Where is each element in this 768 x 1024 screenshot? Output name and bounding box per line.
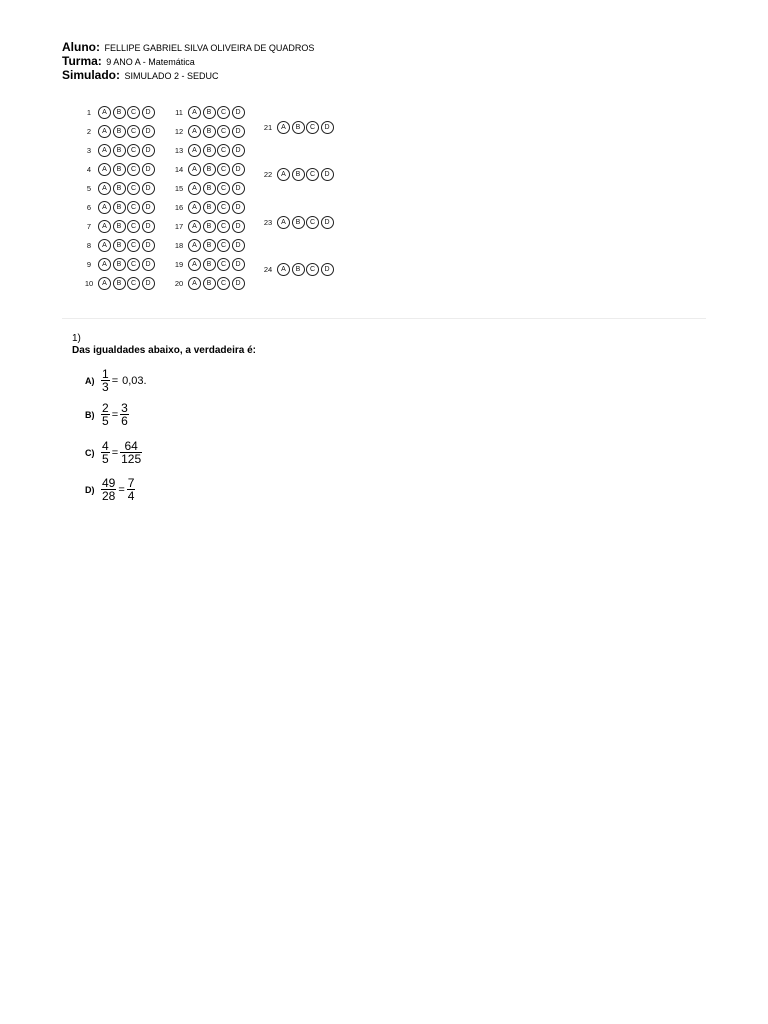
answer-bubble-d[interactable]: D [321,216,334,229]
answer-row [80,199,156,215]
answer-bubble-c[interactable]: C [127,220,140,233]
answer-bubble-d[interactable]: D [232,163,245,176]
answer-bubble-d[interactable]: D [232,201,245,214]
fraction [101,368,110,393]
denominator: 5 [102,414,109,428]
answer-bubble-c[interactable]: C [127,277,140,290]
answer-row [170,256,246,272]
question-1 [72,333,256,357]
answer-bubble-a[interactable]: A [98,163,111,176]
answer-bubble-a[interactable]: A [188,125,201,138]
answer-bubble-a[interactable]: A [188,258,201,271]
question-number: 24 [263,264,273,274]
answer-bubble-d[interactable]: D [232,125,245,138]
answer-bubble-d[interactable]: D [142,220,155,233]
answer-bubble-b[interactable]: B [203,106,216,119]
answer-bubble-c[interactable]: C [306,121,319,134]
answer-bubble-a[interactable]: A [98,106,111,119]
equals-sign: = [111,374,119,387]
fraction [101,402,110,427]
question-number: 18 [174,240,184,250]
answer-bubble-a[interactable]: A [98,144,111,157]
question-number: 5 [86,183,92,193]
answer-bubble-c[interactable]: C [127,125,140,138]
answer-bubble-b[interactable]: B [292,216,305,229]
fraction [120,402,129,427]
answer-bubble-d[interactable]: D [232,258,245,271]
question-number: 3 [86,145,92,155]
answer-row [259,166,335,182]
answer-bubble-b[interactable]: B [203,201,216,214]
numerator: 2 [102,401,109,415]
answer-bubble-d[interactable]: D [232,239,245,252]
answer-bubble-c[interactable]: C [217,163,230,176]
answer-row [80,161,156,177]
option-b[interactable] [85,402,129,427]
answer-bubble-b[interactable]: B [203,277,216,290]
denominator: 4 [127,489,135,503]
answer-row [259,261,335,277]
answer-bubble-a[interactable]: A [98,277,111,290]
question-number: 10 [84,278,94,288]
answer-bubble-c[interactable]: C [127,201,140,214]
answer-bubble-c[interactable]: C [127,163,140,176]
answer-bubble-b[interactable]: B [113,258,126,271]
answer-row [170,142,246,158]
answer-bubble-a[interactable]: A [277,168,290,181]
numerator: 3 [121,401,128,415]
equals-sign: = [118,483,125,496]
turma-row [62,54,314,68]
question-number: 8 [86,240,92,250]
answer-bubble-a[interactable]: A [188,220,201,233]
question-number: 1) [72,333,81,344]
answer-bubble-a[interactable]: A [188,106,201,119]
answer-bubble-c[interactable]: C [127,144,140,157]
answer-row [80,123,156,139]
answer-row [170,275,246,291]
answer-bubble-a[interactable]: A [188,144,201,157]
simulado-label: Simulado: [62,68,121,82]
numerator: 49 [102,476,116,490]
numerator: 4 [102,439,109,453]
answer-row [259,214,335,230]
answer-bubble-a[interactable]: A [98,239,111,252]
answer-bubble-b[interactable]: B [203,258,216,271]
answer-bubble-b[interactable]: B [203,144,216,157]
fraction [127,477,136,502]
answer-bubble-b[interactable]: B [113,201,126,214]
answer-row [170,123,246,139]
fraction [101,477,116,502]
answer-bubble-b[interactable]: B [113,163,126,176]
answer-bubble-a[interactable]: A [277,121,290,134]
denominator: 6 [121,414,128,428]
answer-bubble-a[interactable]: A [188,182,201,195]
answer-row [80,180,156,196]
option-c[interactable] [85,440,142,465]
answer-row [80,104,156,120]
question-number: 12 [174,126,184,136]
fraction [101,440,110,465]
question-number: 1 [86,107,92,117]
answer-bubble-a[interactable]: A [98,182,111,195]
answer-bubble-a[interactable]: A [188,239,201,252]
aluno-label: Aluno: [62,40,100,54]
question-number: 21 [263,122,273,132]
answer-bubble-d[interactable]: D [142,163,155,176]
answer-row [80,275,156,291]
answer-bubble-d[interactable]: D [142,106,155,119]
answer-bubble-c[interactable]: C [306,168,319,181]
decimal-value: 0,03. [122,374,147,387]
turma-value: 9 ANO A - Matemática [106,57,195,67]
question-number: 14 [174,164,184,174]
answer-bubble-a[interactable]: A [188,163,201,176]
answer-bubble-d[interactable]: D [321,263,334,276]
numerator: 1 [102,367,109,381]
fraction [120,440,142,465]
answer-bubble-d[interactable]: D [142,125,155,138]
answer-bubble-c[interactable]: C [127,258,140,271]
option-label: A) [85,375,95,386]
question-number: 7 [86,221,92,231]
simulado-row [62,68,314,82]
question-number: 9 [86,259,92,269]
answer-bubble-a[interactable]: A [98,125,111,138]
answer-bubble-c[interactable]: C [217,239,230,252]
question-number: 22 [263,169,273,179]
option-a[interactable] [85,368,149,393]
denominator: 125 [121,452,142,466]
answer-bubble-b[interactable]: B [203,220,216,233]
answer-row [170,199,246,215]
question-number: 23 [263,217,273,227]
answer-bubble-b[interactable]: B [292,121,305,134]
numerator: 64 [124,439,138,453]
answer-bubble-c[interactable]: C [127,106,140,119]
answer-bubble-b[interactable]: B [292,263,305,276]
option-label: B) [85,409,95,420]
answer-bubble-d[interactable]: D [142,258,155,271]
answer-row [170,104,246,120]
answer-bubble-c[interactable]: C [217,201,230,214]
question-number: 16 [174,202,184,212]
question-number: 11 [175,107,183,117]
question-number: 17 [174,221,184,231]
answer-bubble-c[interactable]: C [306,263,319,276]
denominator: 3 [102,380,109,394]
answer-bubble-a[interactable]: A [98,201,111,214]
denominator: 5 [102,452,109,466]
answer-bubble-b[interactable]: B [113,182,126,195]
option-label: C) [85,447,95,458]
question-number: 15 [174,183,184,193]
aluno-value: FELLIPE GABRIEL SILVA OLIVEIRA DE QUADROS [104,43,315,53]
question-number: 2 [86,126,92,136]
answer-row [170,237,246,253]
question-number: 20 [174,278,184,288]
answer-bubble-c[interactable]: C [217,258,230,271]
answer-bubble-b[interactable]: B [203,182,216,195]
answer-bubble-a[interactable]: A [188,201,201,214]
answer-bubble-d[interactable]: D [232,144,245,157]
aluno-row [62,40,314,54]
answer-bubble-b[interactable]: B [113,125,126,138]
answer-bubble-a[interactable]: A [98,258,111,271]
answer-bubble-c[interactable]: C [217,277,230,290]
equals-sign: = [111,446,119,459]
answer-sheet [80,102,380,302]
answer-bubble-b[interactable]: B [113,144,126,157]
answer-bubble-c[interactable]: C [127,239,140,252]
answer-row [170,180,246,196]
answer-bubble-a[interactable]: A [98,220,111,233]
student-header [62,40,314,82]
answer-bubble-b[interactable]: B [203,163,216,176]
denominator: 28 [102,489,116,503]
question-number: 19 [174,259,184,269]
answer-row [170,161,246,177]
answer-bubble-d[interactable]: D [321,121,334,134]
answer-bubble-b[interactable]: B [203,125,216,138]
answer-row [259,119,335,135]
answer-bubble-d[interactable]: D [321,168,334,181]
answer-bubble-b[interactable]: B [113,277,126,290]
answer-row [170,218,246,234]
answer-bubble-a[interactable]: A [277,216,290,229]
answer-bubble-d[interactable]: D [232,220,245,233]
simulado-value: SIMULADO 2 - SEDUC [124,71,219,81]
answer-bubble-b[interactable]: B [203,239,216,252]
answer-bubble-a[interactable]: A [188,277,201,290]
question-number: 13 [174,145,184,155]
answer-bubble-d[interactable]: D [232,106,245,119]
answer-bubble-c[interactable]: C [217,106,230,119]
option-d[interactable] [85,477,135,502]
answer-bubble-b[interactable]: B [113,220,126,233]
answer-bubble-c[interactable]: C [217,182,230,195]
answer-bubble-a[interactable]: A [277,263,290,276]
answer-bubble-d[interactable]: D [232,277,245,290]
answer-bubble-c[interactable]: C [217,125,230,138]
answer-row [80,256,156,272]
answer-bubble-d[interactable]: D [142,182,155,195]
answer-bubble-d[interactable]: D [232,182,245,195]
answer-bubble-d[interactable]: D [142,277,155,290]
divider [62,318,706,319]
answer-bubble-d[interactable]: D [142,201,155,214]
numerator: 7 [127,476,135,490]
answer-bubble-c[interactable]: C [306,216,319,229]
equals-sign: = [111,408,119,421]
answer-bubble-b[interactable]: B [292,168,305,181]
question-stem: Das igualdades abaixo, a verdadeira é: [72,345,256,356]
option-label: D) [85,484,95,495]
answer-bubble-d[interactable]: D [142,144,155,157]
answer-row [80,142,156,158]
question-number: 6 [86,202,92,212]
answer-bubble-c[interactable]: C [217,220,230,233]
answer-row [80,218,156,234]
question-number: 4 [86,164,92,174]
answer-bubble-c[interactable]: C [127,182,140,195]
turma-label: Turma: [62,54,102,68]
answer-row [80,237,156,253]
answer-bubble-c[interactable]: C [217,144,230,157]
answer-bubble-b[interactable]: B [113,106,126,119]
answer-bubble-b[interactable]: B [113,239,126,252]
answer-bubble-d[interactable]: D [142,239,155,252]
